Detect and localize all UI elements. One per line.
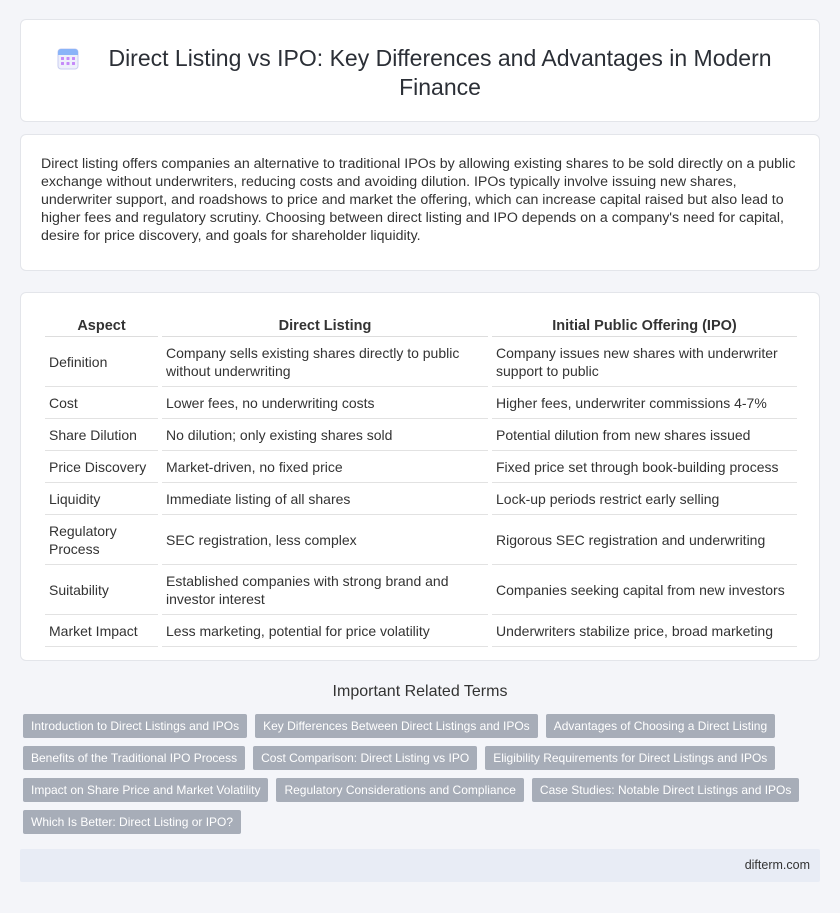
row-ipo: Companies seeking capital from new investors xyxy=(492,566,797,615)
row-aspect: Cost xyxy=(45,388,158,419)
row-aspect: Price Discovery xyxy=(45,452,158,483)
row-aspect: Share Dilution xyxy=(45,420,158,451)
row-ipo: Company issues new shares with underwriter support to public xyxy=(492,338,797,387)
table-row xyxy=(45,388,797,419)
comparison-table-card xyxy=(20,292,820,661)
row-direct-listing: No dilution; only existing shares sold xyxy=(162,420,488,451)
related-term-link[interactable]: Cost Comparison: Direct Listing vs IPO xyxy=(253,746,477,770)
intro-paragraph: Direct listing offers companies an alternative to traditional IPOs by allowing existing shares to be sold directly on a public exchange without underwriters, reducing costs and avoiding dilution. IPOs typically involve issuing new shares, underwriter support, and roadshows to price and market the offering, which can increase capital raised but also lead to higher fees and regulatory scrutiny. Choosing between direct listing and IPO depends on a company's need for capital, desire for price discovery, and goals for shareholder liquidity. xyxy=(41,156,796,244)
row-ipo: Lock-up periods restrict early selling xyxy=(492,484,797,515)
related-term-link[interactable]: Key Differences Between Direct Listings and IPOs xyxy=(255,714,538,738)
footer-site-name[interactable]: difterm.com xyxy=(744,858,810,872)
table-row xyxy=(45,420,797,451)
table-row xyxy=(45,452,797,483)
row-direct-listing: Lower fees, no underwriting costs xyxy=(162,388,488,419)
row-aspect: Suitability xyxy=(45,566,158,615)
related-term-link[interactable]: Benefits of the Traditional IPO Process xyxy=(23,746,245,770)
related-term-link[interactable]: Which Is Better: Direct Listing or IPO? xyxy=(23,810,241,834)
header-direct-listing: Direct Listing xyxy=(162,314,488,337)
row-direct-listing: Less marketing, potential for price volatility xyxy=(162,616,488,647)
table-row xyxy=(45,516,797,565)
header-ipo: Initial Public Offering (IPO) xyxy=(492,314,797,337)
related-term-link[interactable]: Case Studies: Notable Direct Listings and IPOs xyxy=(532,778,799,802)
related-term-link[interactable]: Advantages of Choosing a Direct Listing xyxy=(546,714,775,738)
row-direct-listing: Immediate listing of all shares xyxy=(162,484,488,515)
row-direct-listing: Market-driven, no fixed price xyxy=(162,452,488,483)
intro-card xyxy=(20,134,820,271)
row-direct-listing: SEC registration, less complex xyxy=(162,516,488,565)
table-header-row xyxy=(45,314,797,337)
related-term-link[interactable]: Eligibility Requirements for Direct Listings and IPOs xyxy=(485,746,775,770)
row-aspect: Market Impact xyxy=(45,616,158,647)
row-ipo: Underwriters stabilize price, broad marketing xyxy=(492,616,797,647)
row-ipo: Rigorous SEC registration and underwriting xyxy=(492,516,797,565)
related-term-link[interactable]: Introduction to Direct Listings and IPOs xyxy=(23,714,247,738)
related-terms-list xyxy=(23,714,823,834)
table-row xyxy=(45,616,797,647)
row-ipo: Fixed price set through book-building process xyxy=(492,452,797,483)
table-row xyxy=(45,484,797,515)
row-aspect: Liquidity xyxy=(45,484,158,515)
row-direct-listing: Established companies with strong brand and investor interest xyxy=(162,566,488,615)
related-term-link[interactable]: Impact on Share Price and Market Volatility xyxy=(23,778,268,802)
related-terms-heading: Important Related Terms xyxy=(332,683,508,700)
row-aspect: Regulatory Process xyxy=(45,516,158,565)
footer xyxy=(20,849,820,882)
row-ipo: Potential dilution from new shares issued xyxy=(492,420,797,451)
title-card xyxy=(20,19,820,122)
table-row xyxy=(45,566,797,615)
row-ipo: Higher fees, underwriter commissions 4-7% xyxy=(492,388,797,419)
page-title: Direct Listing vs IPO: Key Differences and Advantages in Modern Finance xyxy=(108,45,772,100)
header-aspect: Aspect xyxy=(45,314,158,337)
comparison-table xyxy=(41,313,801,648)
related-term-link[interactable]: Regulatory Considerations and Compliance xyxy=(276,778,523,802)
row-aspect: Definition xyxy=(45,338,158,387)
table-row xyxy=(45,338,797,387)
row-direct-listing: Company sells existing shares directly to public without underwriting xyxy=(162,338,488,387)
